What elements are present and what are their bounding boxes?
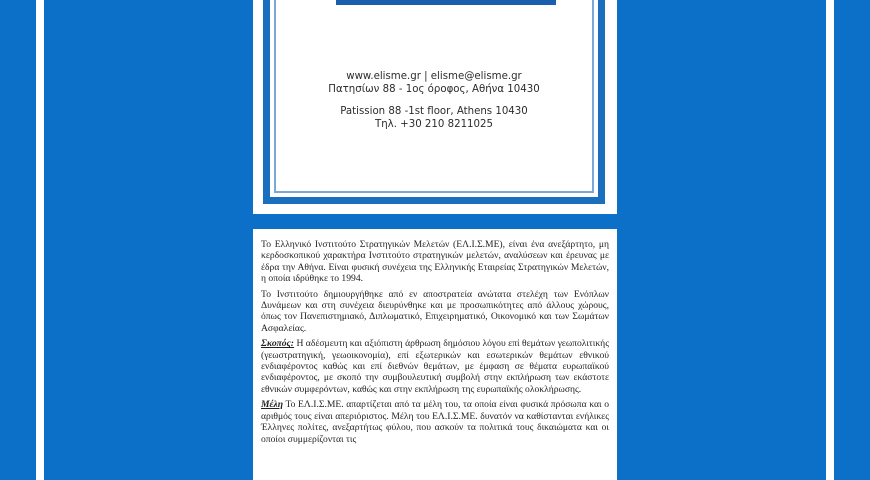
right-edge-stripe xyxy=(826,0,834,480)
header-banner-strip xyxy=(336,0,556,5)
members-term: Μέλη xyxy=(261,399,283,411)
contact-card-frame xyxy=(263,0,605,204)
contact-block-gr xyxy=(270,70,598,96)
address-en-line: Patission 88 -1st floor, Athens 10430 xyxy=(340,106,528,117)
web-email-line: www.elisme.gr | elisme@elisme.gr xyxy=(346,71,522,82)
contact-block-en xyxy=(270,105,598,131)
phone-line: Τηλ. +30 210 8211025 xyxy=(375,119,493,130)
purpose-term: Σκοπός: xyxy=(261,338,295,350)
left-edge-stripe xyxy=(36,0,44,480)
description-page xyxy=(253,229,617,480)
members-text: Το ΕΛ.Ι.Σ.ΜΕ. απαρτίζεται από τα μέλη του, τα οποία είναι φυσικά πρόσωπα και ο αριθμός τους είναι απεριόριστος. Μέλη του ΕΛ.Ι.Σ.ΜΕ. δυνατόν να καθίστανται ενήλικες Έλληνες πολίτες, ανεξαρτήτως φύλου, που ασκούν τα πολιτικά τους δικαιώματα και οι οποίοι συμμερίζονται τις xyxy=(261,399,609,445)
paragraph-purpose xyxy=(261,338,609,395)
contact-card xyxy=(253,0,617,214)
paragraph-members xyxy=(261,399,609,445)
contact-card-inner-border xyxy=(274,0,594,193)
purpose-text: Η αδέσμευτη και αξιόπιστη άρθρωση δημόσιου λόγου επί θεμάτων γεωπολιτικής (γεωστρατηγική, γεωοικονομία), επί εξωτερικών και εσωτερικών θεμάτων εθνικού ενδιαφέροντος καθώς και επί διεθνών θεμάτων, με έμφαση σε θέματα ευρωπαϊκού ενδιαφέροντος, με σκοπό την συμβουλευτική συμβολή στην εκπλήρωση των εκάστοτε εθνικών συμφερόντων, καθώς και στην εκπλήρωση της ευρωπαϊκής ολοκλήρωσης. xyxy=(261,338,609,395)
paragraph-intro: Το Ελληνικό Ινστιτούτο Στρατηγικών Μελετών (ΕΛ.Ι.Σ.ΜΕ), είναι ένα ανεξάρτητο, μη κερδοσκοπικού χαρακτήρα Ινστιτούτο στρατηγικών μελετών, αναλύσεων και έρευνας με έδρα την Αθήνα. Είναι φυσική συνέχεια της Ελληνικής Εταιρείας Στρατηγικών Μελετών, η οποία ιδρύθηκε το 1994. xyxy=(261,239,609,285)
paragraph-founding: Το Ινστιτούτο δημιουργήθηκε από εν αποστρατεία ανώτατα στελέχη των Ενόπλων Δυνάμεων και στη συνέχεια διευρύνθηκε και με προσωπικότητες από άλλους χώρους, όπως τον Πανεπιστημιακό, Διπλωματικό, Επιχειρηματικό, Οικονομικό και των Σωμάτων Ασφαλείας. xyxy=(261,288,609,334)
address-gr-line: Πατησίων 88 - 1ος όροφος, Αθήνα 10430 xyxy=(328,84,540,95)
